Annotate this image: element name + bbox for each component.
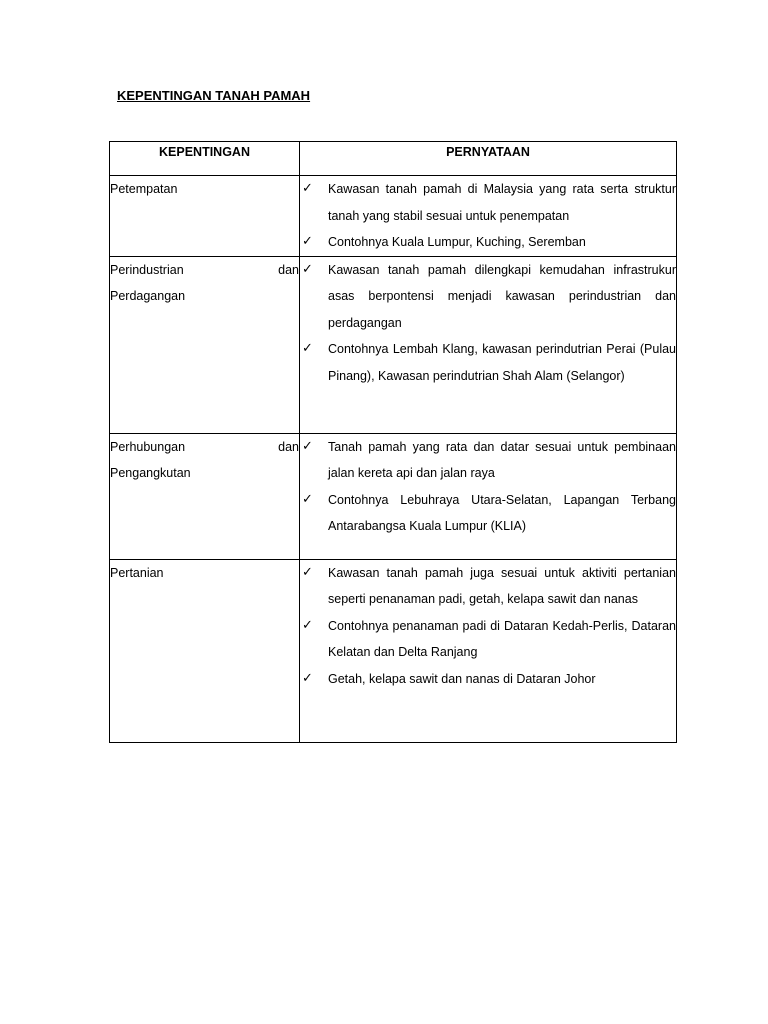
list-item xyxy=(300,560,676,613)
check-mark-icon: ✓ xyxy=(302,670,313,686)
table-row xyxy=(110,176,677,257)
statement-text: Kawasan tanah pamah di Malaysia yang rata serta struktur tanah yang stabil sesuai untuk penempatan xyxy=(328,182,676,223)
category-label: dan xyxy=(278,439,299,454)
check-mark-icon: ✓ xyxy=(302,438,313,454)
header-pernyataan: PERNYATAAN xyxy=(300,142,677,176)
category-label: Perdagangan xyxy=(110,289,186,303)
table-header-row xyxy=(110,142,677,176)
table-row xyxy=(110,256,677,433)
category-label: Perindustrian xyxy=(110,262,184,277)
category-cell xyxy=(110,176,300,257)
statement-text: Contohnya Kuala Lumpur, Kuching, Seremban xyxy=(328,235,586,249)
list-item xyxy=(300,666,676,693)
category-label: Pertanian xyxy=(110,565,164,580)
list-item xyxy=(300,487,676,540)
statement-text: Contohnya penanaman padi di Dataran Kedah-Perlis, Dataran Kelatan dan Delta Ranjang xyxy=(328,618,676,659)
table-row xyxy=(110,433,677,559)
check-mark-icon: ✓ xyxy=(302,491,313,507)
document-title: KEPENTINGAN TANAH PAMAH xyxy=(117,88,311,103)
statement-text: Kawasan tanah pamah juga sesuai untuk aktiviti pertanian seperti penanaman padi, getah, kelapa sawit dan nanas xyxy=(328,565,676,606)
list-item xyxy=(300,613,676,666)
category-label: Pengangkutan xyxy=(110,466,191,480)
category-label: Petempatan xyxy=(110,182,178,196)
statement-cell xyxy=(300,433,677,559)
list-item xyxy=(300,336,676,389)
category-cell xyxy=(110,559,300,742)
check-mark-icon: ✓ xyxy=(302,181,313,196)
category-label: dan xyxy=(278,262,299,277)
check-mark-icon: ✓ xyxy=(302,261,313,277)
list-item xyxy=(300,257,676,337)
statement-cell xyxy=(300,176,677,257)
check-mark-icon: ✓ xyxy=(302,234,313,249)
list-item xyxy=(300,229,676,256)
category-cell xyxy=(110,433,300,559)
category-label: Perhubungan xyxy=(110,439,186,454)
statement-cell xyxy=(300,256,677,433)
header-kepentingan: KEPENTINGAN xyxy=(110,142,300,176)
statement-text: Tanah pamah yang rata dan datar sesuai untuk pembinaan jalan kereta api dan jalan raya xyxy=(328,439,676,480)
list-item xyxy=(300,176,676,229)
category-cell xyxy=(110,256,300,433)
statement-text: Contohnya Lebuhraya Utara-Selatan, Lapangan Terbang Antarabangsa Kuala Lumpur (KLIA) xyxy=(328,492,676,533)
statement-text: Getah, kelapa sawit dan nanas di Dataran Johor xyxy=(328,671,596,686)
check-mark-icon: ✓ xyxy=(302,564,313,580)
statement-cell xyxy=(300,559,677,742)
statement-text: Kawasan tanah pamah dilengkapi kemudahan infrastrukur asas berpontensi menjadi kawasan perindustrian dan perdagangan xyxy=(328,262,676,330)
statement-text: Contohnya Lembah Klang, kawasan perindutrian Perai (Pulau Pinang), Kawasan perindutrian Shah Alam (Selangor) xyxy=(328,342,676,383)
check-mark-icon: ✓ xyxy=(302,341,313,356)
list-item xyxy=(300,434,676,487)
check-mark-icon: ✓ xyxy=(302,617,313,633)
importance-table xyxy=(109,141,677,743)
table-row xyxy=(110,559,677,742)
